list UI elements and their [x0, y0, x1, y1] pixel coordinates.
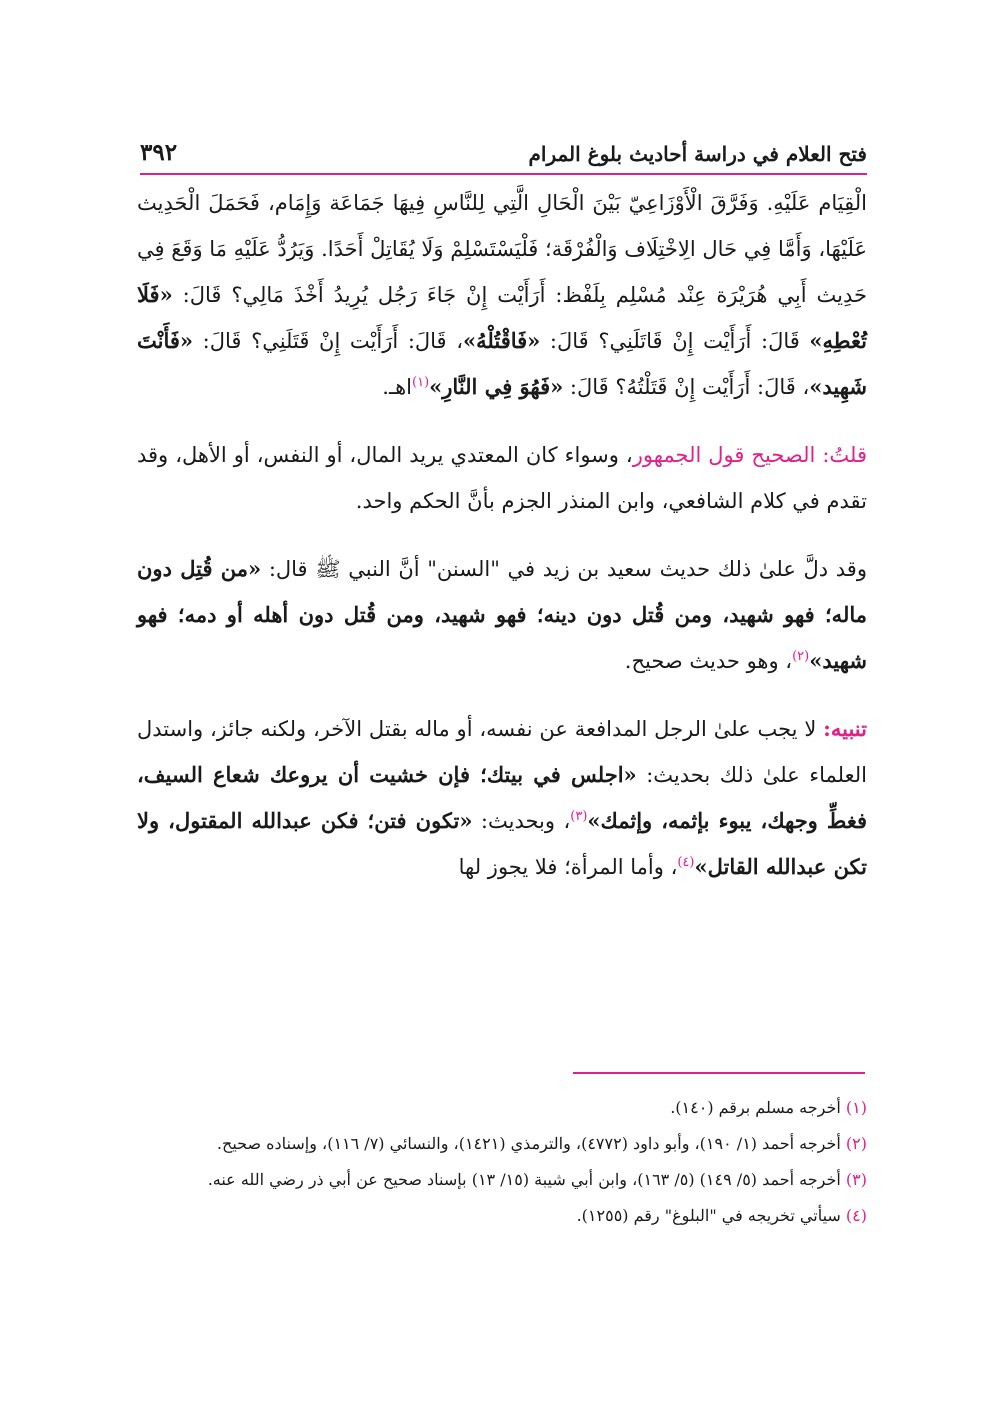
footnote-ref[interactable]: (١) [412, 375, 430, 390]
footnote-ref[interactable]: (٣) [570, 809, 588, 824]
footnote-divider [573, 1072, 865, 1074]
main-text [137, 180, 867, 890]
hadith-quote: «فَاقْتُلْهُ» [463, 328, 541, 353]
paragraph-quote-awzai [137, 180, 867, 410]
hadith-quote: «تكون فتن؛ فكن عبدالله المقتول، ولا تكن عبدالله القاتل» [137, 808, 867, 879]
footnote-item [137, 1165, 867, 1195]
footnote-text: أخرجه أحمد (٥/ ١٤٩) (٥/ ١٦٣)، وابن أبي شيبة (١٥/ ١٣) بإسناد صحيح عن أبي ذر رضي الله عنه. [207, 1170, 846, 1189]
footnote-item [137, 1093, 867, 1123]
paragraph-text: الْقِيَام عَلَيْهِ. وَفَرَّقَ الْأَوْزَاعِيّ بَيْنَ الْحَالِ الَّتِي لِلنَّاسِ فِيهَا جَمَاعَة وَإِمَام، فَحَمَلَ الْحَدِيث عَلَيْهَا، وَأَمَّا فِي حَال الِاخْتِلَاف وَالْفُرْقَة؛ فَلْيَسْتَسْلِمْ وَلَا يُقَاتِلْ أَحَدًا. وَيَرُدُّ عَلَيْهِ مَا وَقَعَ فِي حَدِيث أَبِي هُرَيْرَة عِنْد مُسْلِم بِلَفْظ: أَرَأَيْت إِنْ جَاءَ رَجُل يُرِيدُ أَخْذَ مَالِي؟ قَالَ: [137, 191, 867, 307]
paragraph-text: اهـ. [382, 375, 413, 399]
paragraph-hadith-said [137, 546, 867, 684]
footnote-number: (١) [845, 1098, 867, 1117]
paragraph-text: ، وأما المرأة؛ فلا يجوز لها [458, 855, 678, 879]
header-divider [140, 173, 867, 175]
paragraph-note [137, 706, 867, 890]
footnote-text: أخرجه مسلم برقم (١٤٠). [670, 1098, 846, 1117]
note-label: تنبيه: [823, 716, 867, 741]
paragraph-text: ، وبحديث: [472, 809, 571, 833]
paragraph-text: ، وسواء كان المعتدي يريد المال، أو النفس، أو الأهل، وقد تقدم في كلام الشافعي، وابن المنذر الجزم بأنَّ الحكم واحد. [137, 443, 867, 513]
book-title: فتح العلام في دراسة أحاديث بلوغ المرام [528, 142, 867, 166]
paragraph-text: ، قَالَ: أَرَأَيْت إِنْ قَتَلْتُهُ؟ قَالَ: [563, 375, 810, 399]
paragraph-author-opinion [137, 432, 867, 524]
hadith-quote: «فَهُوَ فِي النَّارِ» [429, 374, 564, 399]
page-number: ٣٩٢ [140, 139, 178, 166]
page-header [140, 128, 867, 166]
footnote-item [137, 1129, 867, 1159]
footnote-text: أخرجه أحمد (١/ ١٩٠)، وأبو داود (٤٧٧٢)، والترمذي (١٤٢١)، والنسائي (٧/ ١١٦)، وإسناده صحيح. [216, 1134, 846, 1153]
paragraph-text: ، وهو حديث صحيح. [624, 649, 793, 673]
footnote-ref[interactable]: (٢) [792, 649, 810, 664]
footnote-number: (٢) [845, 1134, 867, 1153]
footnote-ref[interactable]: (٤) [677, 855, 695, 870]
paragraph-text: قَالَ: أَرَأَيْت إِنْ قَاتَلَنِي؟ قَالَ: [540, 329, 810, 353]
hadith-quote: «فَلَا تُعْطِهِ» [137, 282, 867, 353]
paragraph-text: لا يجب علىٰ الرجل المدافعة عن نفسه، أو ماله بقتل الآخر، ولكنه جائز، واستدل العلماء علىٰ ذلك بحديث: [137, 717, 867, 787]
hadith-quote: «من قُتِل دون ماله؛ فهو شهيد، ومن قُتل دون دينه؛ فهو شهيد، ومن قُتل دون أهله أو دمه؛ فهو شهيد» [137, 556, 867, 673]
hadith-quote: «فَأَنْتَ شَهِيد» [137, 328, 867, 399]
footnote-number: (٣) [845, 1170, 867, 1189]
footnotes [137, 1093, 867, 1237]
paragraph-text: ، قَالَ: أَرَأَيْت إِنْ قَتَلَنِي؟ قَالَ: [193, 329, 464, 353]
footnote-number: (٤) [845, 1206, 867, 1225]
hadith-quote: «اجلس في بيتك؛ فإن خشيت أن يروعك شعاع السيف، فغطِّ وجهك، يبوء بإثمه، وإثمك» [137, 762, 867, 833]
footnote-item [137, 1201, 867, 1231]
paragraph-text: وقد دلَّ علىٰ ذلك حديث سعيد بن زيد في "السنن" أنَّ النبي ﷺ قال: [261, 557, 867, 581]
footnote-text: سيأتي تخريجه في "البلوغ" رقم (١٢٥٥). [576, 1206, 846, 1225]
highlight-lead: قلتُ: الصحيح قول الجمهور [632, 443, 868, 467]
